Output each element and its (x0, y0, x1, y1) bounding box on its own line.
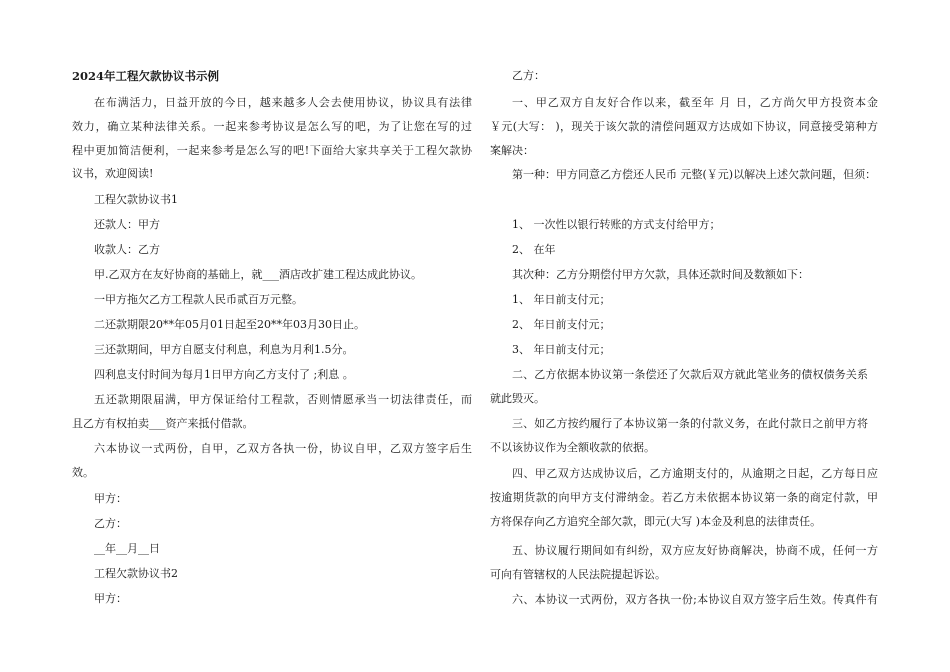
clause-5-line-2: 且乙方有权拍卖___资产来抵付借款。 (72, 417, 254, 430)
article-6-line-1: 六、本协议一式两份，双方各执一份;本协议自双方签字后生效。传真件有 (512, 593, 878, 606)
document-title: 2024年工程欠款协议书示例 (72, 69, 220, 83)
article-4-line-3: 方将保存向乙方追究全部欠款，即元(大写 )本金及利息的法律责任。 (490, 515, 822, 528)
clause-2: 二还款期限20**年05月01日起至20**年03月30日止。 (94, 318, 365, 331)
clause-6-line-2: 效。 (72, 466, 94, 479)
option-1-item-1: 1、 一次性以银行转账的方式支付给甲方； (512, 218, 721, 231)
article-2-line-2: 就此毁灭。 (490, 392, 545, 405)
article-4-line-2: 按逾期货款的向甲方支付滞纳金。若乙方未依据本协议第一条的商定付款，甲 (490, 491, 878, 504)
article-3-line-2: 不以该协议作为全额收款的依据。 (490, 441, 655, 454)
clause-3: 三还款期间，甲方自愿支付利息，利息为月利1.5分。 (94, 343, 354, 356)
article-1-line-3: 案解决： (490, 144, 534, 157)
payer-line: 还款人：甲方 (94, 218, 160, 231)
clause-5-line-1: 五还款期限届满，甲方保证给付工程款，否则情愿承当一切法律责任，而 (94, 393, 472, 406)
signature-party-a: 甲方： (94, 492, 127, 505)
clause-1: 一甲方拖欠乙方工程款人民币贰百万元整。 (94, 293, 303, 306)
clause-6-line-1: 六本协议一式两份，自甲，乙双方各执一份，协议自甲，乙双方签字后生 (94, 442, 472, 455)
option-2-item-2: 2、 年日前支付元； (512, 318, 611, 331)
article-5-line-1: 五、协议履行期间如有纠纷，双方应友好协商解决，协商不成，任何一方 (512, 544, 878, 557)
signature-date: __年__月__日 (94, 542, 160, 555)
article-1-line-2: ￥元(大写： )，现关于该欠款的清偿问题双方达成如下协议，同意接受第种方 (490, 120, 878, 133)
option-2-item-1: 1、 年日前支付元； (512, 293, 611, 306)
option-1: 第一种：甲方同意乙方偿还人民币 元整(￥元)以解决上述欠款问题，但须： (512, 168, 877, 181)
article-5-line-2: 可向有管辖权的人民法院提起诉讼。 (490, 568, 666, 581)
article-1-line-1: 一、甲乙双方自友好合作以来，截至年 月 日，乙方尚欠甲方投资本金 (512, 96, 878, 109)
party-b-line: 乙方： (512, 69, 545, 82)
article-3-line-1: 三、如乙方按约履行了本协议第一条的付款义务，在此付款日之前甲方将 (512, 417, 868, 430)
clause-preamble: 甲.乙双方在友好协商的基础上，就___酒店改扩建工程达成此协议。 (94, 268, 422, 281)
option-2-item-3: 3、 年日前支付元； (512, 343, 611, 356)
article-4-line-1: 四、甲乙双方达成协议后，乙方逾期支付的，从逾期之日起，乙方每日应 (512, 467, 878, 480)
article-2-line-1: 二、乙方依据本协议第一条偿还了欠款后双方就此笔业务的债权债务关系 (512, 368, 868, 381)
intro-line-1: 在布满活力，日益开放的今日，越来越多人会去使用协议，协议具有法律 (94, 96, 472, 109)
option-1-item-2: 2、 在年 (512, 243, 556, 256)
option-2: 其次种：乙方分期偿付甲方欠款，具体还款时间及数额如下： (512, 268, 809, 281)
section-heading-1: 工程欠款协议书1 (94, 193, 178, 206)
intro-line-3: 程中更加简洁便利，一起来参考是怎么写的吧!下面给大家共享关于工程欠款协 (72, 144, 472, 157)
intro-line-2: 效力，确立某种法律关系。一起来参考协议是怎么写的吧，为了让您在写的过 (72, 120, 472, 133)
signature-party-b: 乙方： (94, 517, 127, 530)
intro-line-4: 议书，欢迎阅读! (72, 167, 154, 180)
payee-line: 收款人：乙方 (94, 243, 160, 256)
section-heading-2: 工程欠款协议书2 (94, 567, 178, 580)
clause-4: 四利息支付时间为每月1日甲方向乙方支付了 ;利息 。 (94, 368, 354, 381)
party-a-line: 甲方： (94, 592, 127, 605)
